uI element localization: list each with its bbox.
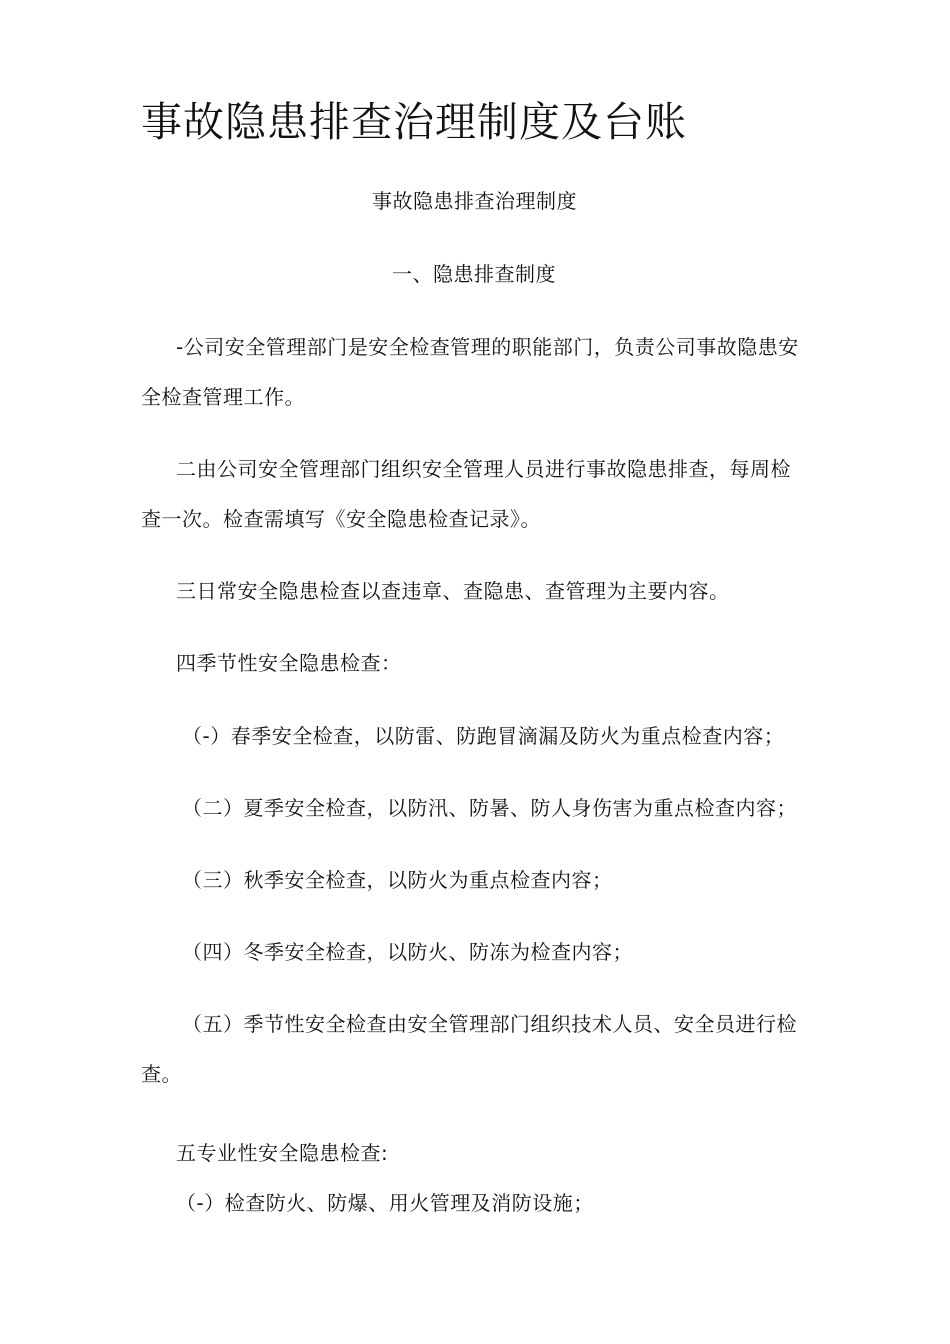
paragraph-line: -公司安全管理部门是安全检查管理的职能部门，负责公司事故隐患安 xyxy=(176,335,799,359)
list-item: （五）季节性安全检查由安全管理部门组织技术人员、安全员进行检 xyxy=(182,1012,797,1036)
list-item: （三）秋季安全检查，以防火为重点检查内容； xyxy=(182,868,613,892)
document-title: 事故隐患排查治理制度及台账 xyxy=(141,98,687,146)
list-item-continuation: 查。 xyxy=(141,1062,182,1086)
document-subtitle: 事故隐患排查治理制度 xyxy=(372,189,577,213)
paragraph-line: 三日常安全隐患检查以查违章、查隐患、查管理为主要内容。 xyxy=(176,579,730,603)
paragraph-line: 全检查管理工作。 xyxy=(141,385,305,409)
list-item: （二）夏季安全检查，以防汛、防暑、防人身伤害为重点检查内容； xyxy=(182,796,797,820)
list-item: （-）春季安全检查，以防雷、防跑冒滴漏及防火为重点检查内容； xyxy=(182,724,785,748)
list-item: （-）检查防火、防爆、用火管理及消防设施； xyxy=(176,1191,594,1215)
paragraph-line: 五专业性安全隐患检查: xyxy=(176,1141,389,1165)
list-item: （四）冬季安全检查，以防火、防冻为检查内容； xyxy=(182,940,633,964)
paragraph-line: 二由公司安全管理部门组织安全管理人员进行事故隐患排查，每周检 xyxy=(176,457,791,481)
paragraph-line: 查一次。检查需填写《安全隐患检查记录》。 xyxy=(141,507,541,531)
paragraph-line: 四季节性安全隐患检查： xyxy=(176,651,402,675)
section-heading: 一、隐患排查制度 xyxy=(392,262,556,286)
